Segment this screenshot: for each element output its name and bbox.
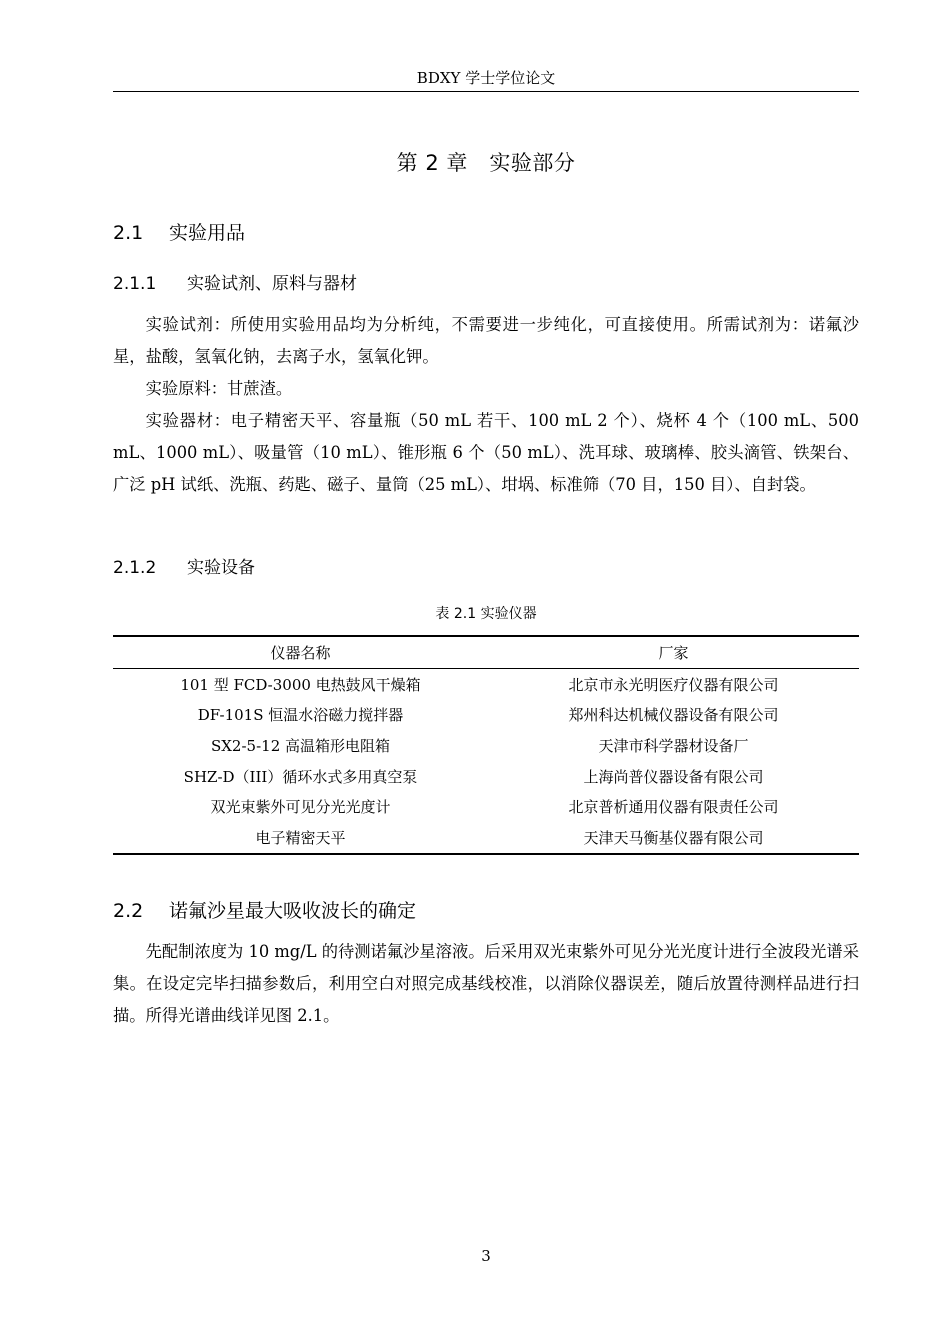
table-row	[113, 822, 859, 854]
section-number: 2.1.1	[113, 274, 157, 294]
instrument-name-cell: 双光束紫外可见分光光度计	[210, 798, 391, 817]
manufacturer-cell: 郑州科达机械仪器设备有限公司	[568, 706, 779, 725]
running-header: BDXY 学士学位论文	[416, 69, 556, 87]
section-number: 2.1	[113, 222, 144, 244]
column-header-manufacturer: 厂家	[658, 644, 689, 662]
section-number: 2.2	[113, 900, 144, 922]
section-title: 实验用品	[169, 222, 246, 244]
manufacturer-cell: 北京普析通用仪器有限责任公司	[568, 798, 779, 817]
section-title: 实验设备	[187, 558, 255, 578]
instrument-table	[113, 635, 859, 855]
table-row	[113, 730, 859, 761]
section-2-2-heading	[113, 898, 416, 924]
table-row	[113, 700, 859, 731]
table-row	[113, 761, 859, 792]
table-row	[113, 669, 859, 700]
section-title: 实验试剂、原料与器材	[187, 274, 357, 294]
instrument-name-cell: 101 型 FCD-3000 电热鼓风干燥箱	[180, 675, 421, 694]
instrument-name-cell: DF-101S 恒温水浴磁力搅拌器	[197, 706, 404, 725]
section-2-1-heading	[113, 220, 245, 246]
paragraph-apparatus: 实验器材：电子精密天平、容量瓶（50 mL 若干、100 mL 2 个）、烧杯 4 个（100 mL、500 mL、1000 mL）、吸量管（10 mL）、锥形瓶 6 个（50 mL）、洗耳球、玻璃棒、胶头滴管、铁架台、广泛 pH 试纸、洗瓶、药匙、磁子、量筒（25 mL）、坩埚、标准筛（70 目，150 目）、自封袋。	[113, 411, 859, 494]
section-2-1-1-heading	[113, 272, 357, 296]
column-header-instrument: 仪器名称	[270, 644, 331, 662]
section-title: 诺氟沙星最大吸收波长的确定	[169, 900, 417, 922]
manufacturer-cell: 上海尚普仪器设备有限公司	[583, 767, 764, 786]
instrument-name-cell: SX2-5-12 高温箱形电阻箱	[210, 736, 391, 755]
header-rule	[113, 91, 859, 92]
manufacturer-cell: 北京市永光明医疗仪器有限公司	[568, 675, 779, 694]
paragraph-wavelength: 先配制浓度为 10 mg/L 的待测诺氟沙星溶液。后采用双光束紫外可见分光光度计进行全波段光谱采集。在设定完毕扫描参数后，利用空白对照完成基线校准，以消除仪器误差，随后放置待测样品进行扫描。所得光谱曲线详见图 2.1。	[113, 942, 859, 1025]
table-header-row	[113, 636, 859, 669]
section-2-1-2-heading	[113, 556, 255, 580]
table-row	[113, 791, 859, 822]
page-number: 3	[481, 1247, 491, 1265]
table-caption: 表 2.1 实验仪器	[435, 606, 537, 622]
instrument-name-cell: SHZ-D（III）循环水式多用真空泵	[183, 767, 418, 786]
section-number: 2.1.2	[113, 558, 157, 578]
paragraph-materials: 实验原料：甘蔗渣。	[145, 379, 293, 398]
paragraph-reagents: 实验试剂：所使用实验用品均为分析纯，不需要进一步纯化，可直接使用。所需试剂为：诺氟沙星，盐酸，氢氧化钠，去离子水，氢氧化钾。	[113, 315, 859, 366]
chapter-title: 第 2 章 实验部分	[396, 151, 576, 175]
instrument-name-cell: 电子精密天平	[255, 828, 346, 847]
manufacturer-cell: 天津天马衡基仪器有限公司	[583, 828, 764, 847]
manufacturer-cell: 天津市科学器材设备厂	[598, 736, 749, 755]
